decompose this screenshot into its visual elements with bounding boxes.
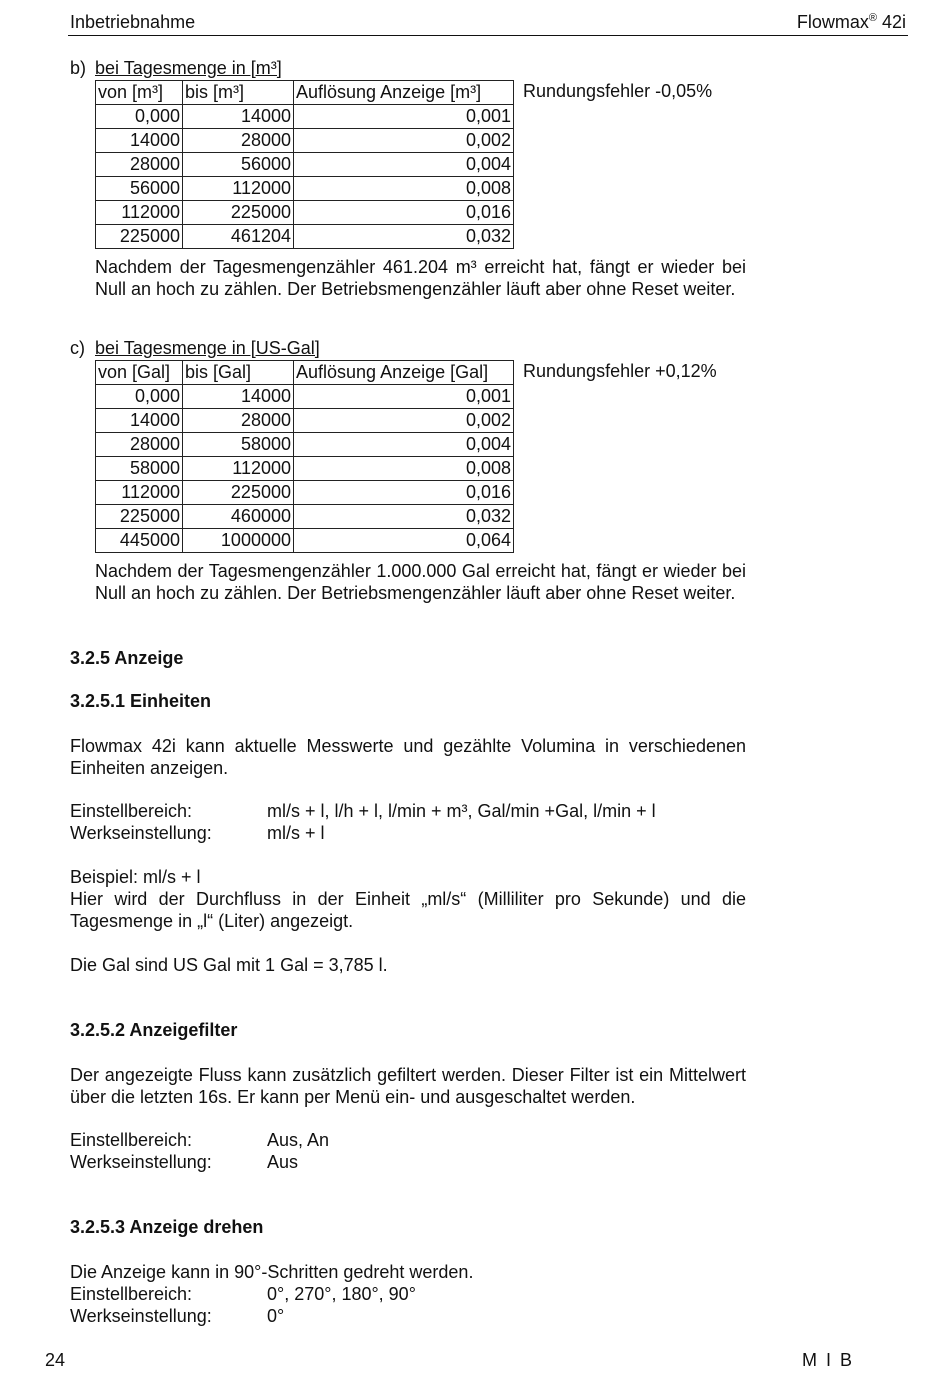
table-header-row — [96, 361, 514, 385]
table-row — [96, 481, 514, 505]
section-b-title: bei Tagesmenge in [m³] — [95, 58, 282, 78]
product-name: Flowmax — [796, 12, 869, 32]
table-cell: 14000 — [96, 129, 183, 153]
header-section-title: Inbetriebnahme — [70, 12, 196, 32]
table-row — [96, 505, 514, 529]
section-c-title: bei Tagesmenge in [US-Gal] — [95, 338, 320, 358]
section-c-label: c) — [70, 338, 85, 358]
range-value: Aus, An — [267, 1130, 330, 1150]
column-header: von [Gal] — [96, 361, 183, 385]
units-range-row — [70, 800, 656, 822]
table-cell: 225000 — [96, 505, 183, 529]
table-cell: 0,032 — [294, 505, 514, 529]
table-cell: 0,016 — [294, 481, 514, 505]
heading-3-2-5-3: 3.2.5.3 Anzeige drehen — [70, 1217, 264, 1237]
heading-3-2-5-1: 3.2.5.1 Einheiten — [70, 691, 212, 711]
heading-3-2-5-2: 3.2.5.2 Anzeigefilter — [70, 1020, 238, 1040]
table-cell: 58000 — [96, 457, 183, 481]
table-cell: 460000 — [183, 505, 294, 529]
table-cell: 1000000 — [183, 529, 294, 553]
table-row — [96, 433, 514, 457]
table-row — [96, 129, 514, 153]
table-row — [96, 385, 514, 409]
table-cell: 112000 — [183, 177, 294, 201]
default-value: 0° — [267, 1306, 285, 1326]
default-value: ml/s + l — [267, 823, 325, 843]
table-cell: 0,001 — [294, 385, 514, 409]
table-cell: 0,008 — [294, 457, 514, 481]
column-header: Auflösung Anzeige [Gal] — [294, 361, 514, 385]
header-product-name — [797, 12, 906, 33]
table-cell: 0,032 — [294, 225, 514, 249]
section-b-label: b) — [70, 58, 87, 78]
table-cell: 0,002 — [294, 129, 514, 153]
default-label: Werkseinstellung: — [70, 823, 212, 843]
table-cell: 225000 — [183, 201, 294, 225]
table-cell: 56000 — [96, 177, 183, 201]
table-row — [96, 409, 514, 433]
example-paragraph: Hier wird der Durchfluss in der Einheit „ml/s“ (Milliliter pro Sekunde) und die Tagesmenge in „l“ (Liter) angezeigt. — [70, 889, 746, 931]
default-label: Werkseinstellung: — [70, 1306, 212, 1326]
table-cell: 225000 — [183, 481, 294, 505]
table-cell: 28000 — [96, 153, 183, 177]
table-cell: 0,000 — [96, 105, 183, 129]
table-cell: 0,064 — [294, 529, 514, 553]
units-intro-paragraph: Flowmax 42i kann aktuelle Messwerte und gezählte Volumina in verschiedenen Einheiten anzeigen. — [70, 736, 746, 778]
units-default-row — [70, 822, 325, 844]
rotate-range-row — [70, 1283, 416, 1305]
footer-brand: M I B — [801, 1350, 854, 1370]
resolution-table-m3 — [95, 80, 514, 249]
table-cell: 56000 — [183, 153, 294, 177]
range-label: Einstellbereich: — [70, 1130, 193, 1150]
table-row — [96, 457, 514, 481]
example-title: Beispiel: ml/s + l — [70, 867, 201, 887]
section-b-paragraph: Nachdem der Tagesmengenzähler 461.204 m³ erreicht hat, fängt er wieder bei Null an hoch zu zählen. Der Betriebsmengenzähler läuft aber ohne Reset weiter. — [95, 257, 746, 299]
table-row — [96, 201, 514, 225]
filter-range-row — [70, 1129, 329, 1151]
table-cell: 0,004 — [294, 433, 514, 457]
registered-mark: ® — [868, 12, 877, 24]
column-header: bis [m³] — [183, 81, 294, 105]
rotate-paragraph: Die Anzeige kann in 90°-Schritten gedreht werden. — [70, 1262, 474, 1282]
table-cell: 0,008 — [294, 177, 514, 201]
heading-3-2-5: 3.2.5 Anzeige — [70, 648, 184, 668]
table-cell: 0,001 — [294, 105, 514, 129]
range-label: Einstellbereich: — [70, 801, 193, 821]
product-model: 42i — [881, 12, 906, 32]
filter-paragraph: Der angezeigte Fluss kann zusätzlich gefiltert werden. Dieser Filter ist ein Mittelwert über die letzten 16s. Er kann per Menü ein- und ausgeschaltet werden. — [70, 1065, 746, 1107]
table-cell: 0,016 — [294, 201, 514, 225]
table-cell: 225000 — [96, 225, 183, 249]
gal-note: Die Gal sind US Gal mit 1 Gal = 3,785 l. — [70, 955, 388, 975]
section-c-paragraph: Nachdem der Tagesmengenzähler 1.000.000 Gal erreicht hat, fängt er wieder bei Null an hoch zu zählen. Der Betriebsmengenzähler läuft aber ohne Reset weiter. — [95, 561, 746, 603]
table-cell: 28000 — [183, 129, 294, 153]
table-cell: 0,004 — [294, 153, 514, 177]
default-label: Werkseinstellung: — [70, 1152, 212, 1172]
header-divider — [68, 35, 908, 36]
table-cell: 0,002 — [294, 409, 514, 433]
table-cell: 112000 — [96, 481, 183, 505]
table-cell: 58000 — [183, 433, 294, 457]
table-cell: 14000 — [96, 409, 183, 433]
page-number: 24 — [45, 1350, 66, 1370]
table-cell: 461204 — [183, 225, 294, 249]
table-cell: 112000 — [96, 201, 183, 225]
table-cell: 0,000 — [96, 385, 183, 409]
table-cell: 28000 — [183, 409, 294, 433]
table-row — [96, 105, 514, 129]
column-header: von [m³] — [96, 81, 183, 105]
table-cell: 28000 — [96, 433, 183, 457]
table-row — [96, 225, 514, 249]
table-cell: 14000 — [183, 105, 294, 129]
rotate-default-row — [70, 1305, 284, 1327]
table-row — [96, 153, 514, 177]
table-row — [96, 177, 514, 201]
column-header: Auflösung Anzeige [m³] — [294, 81, 514, 105]
resolution-table-gal — [95, 360, 514, 553]
table-cell: 112000 — [183, 457, 294, 481]
table-row — [96, 529, 514, 553]
range-label: Einstellbereich: — [70, 1284, 193, 1304]
filter-default-row — [70, 1151, 298, 1173]
default-value: Aus — [267, 1152, 299, 1172]
table-cell: 445000 — [96, 529, 183, 553]
range-value: 0°, 270°, 180°, 90° — [267, 1284, 416, 1304]
column-header: bis [Gal] — [183, 361, 294, 385]
table-cell: 14000 — [183, 385, 294, 409]
rounding-error-note: Rundungsfehler -0,05% — [523, 81, 713, 101]
range-value: ml/s + l, l/h + l, l/min + m³, Gal/min +Gal, l/min + l — [267, 801, 656, 821]
rounding-error-note: Rundungsfehler +0,12% — [523, 361, 717, 381]
table-header-row — [96, 81, 514, 105]
